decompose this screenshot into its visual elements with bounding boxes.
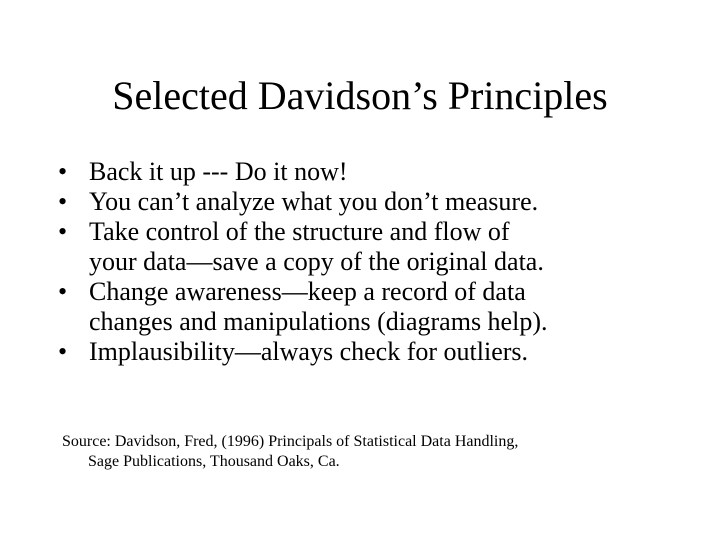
bullet-item <box>58 217 708 277</box>
bullet-text: Back it up --- Do it now! <box>89 157 348 186</box>
bullet-text-line: Change awareness—keep a record of data <box>89 277 526 306</box>
bullet-icon: • <box>58 187 68 216</box>
bullet-icon: • <box>58 217 68 246</box>
bullet-text: You can’t analyze what you don’t measure. <box>89 187 539 216</box>
bullet-item <box>58 337 708 367</box>
bullet-item <box>58 157 708 187</box>
bullet-item <box>58 187 708 217</box>
bullet-text-line: Take control of the structure and flow of <box>89 217 510 246</box>
bullet-icon: • <box>58 277 68 306</box>
source-line-2: Sage Publications, Thousand Oaks, Ca. <box>88 453 340 470</box>
bullet-text-line: your data—save a copy of the original data. <box>89 247 544 276</box>
bullet-icon: • <box>58 157 68 186</box>
bullet-icon: • <box>58 337 68 366</box>
bullet-item <box>58 277 708 337</box>
bullet-text: Implausibility—always check for outliers. <box>89 337 529 366</box>
bullet-list <box>58 157 708 367</box>
source-citation <box>62 432 702 472</box>
bullet-text-line: changes and manipulations (diagrams help). <box>89 307 548 336</box>
source-line-1: Source: Davidson, Fred, (1996) Principals of Statistical Data Handling, <box>62 433 519 450</box>
slide-title: Selected Davidson’s Principles <box>112 73 608 118</box>
